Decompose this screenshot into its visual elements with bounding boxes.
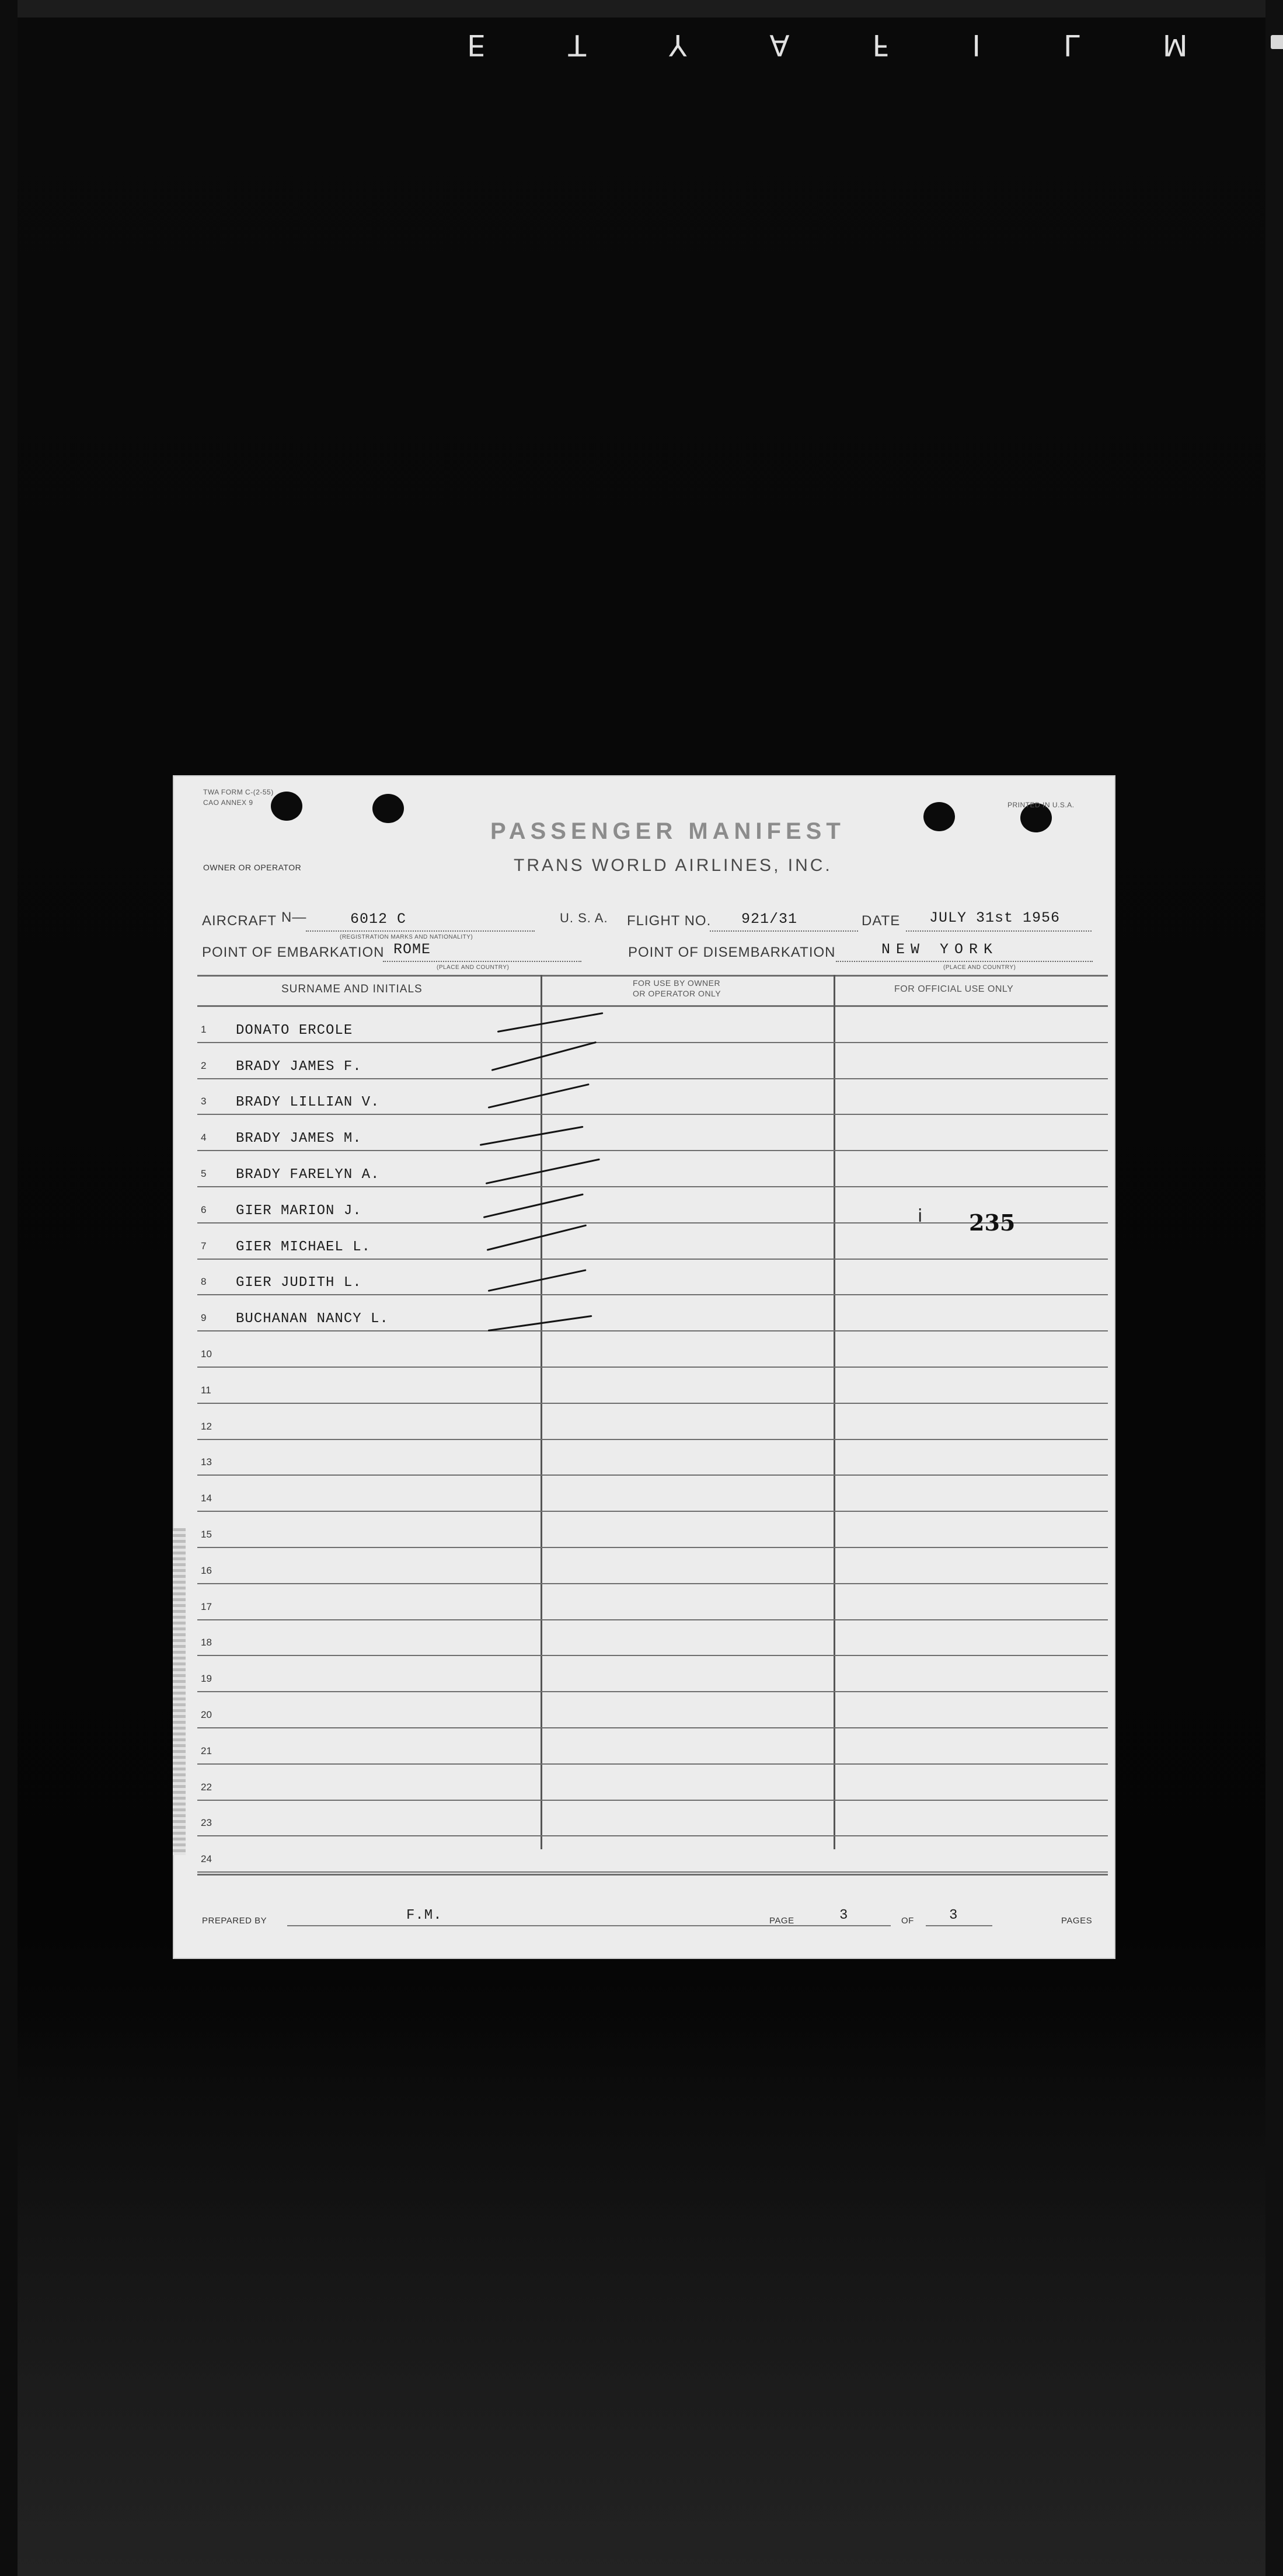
row-rule <box>197 1114 1108 1115</box>
film-left-edge <box>0 0 18 2576</box>
owner-operator-label: OWNER OR OPERATOR <box>203 863 302 872</box>
row-rule <box>197 1259 1108 1260</box>
page-value: 3 <box>839 1908 849 1923</box>
flight-value: 921/31 <box>741 911 798 928</box>
embarkation-line <box>383 961 581 962</box>
table-row <box>173 1260 1115 1296</box>
row-rule <box>197 1871 1108 1873</box>
punch-hole <box>923 802 955 831</box>
owner-column-header-2: OR OPERATOR ONLY <box>633 989 721 998</box>
row-rule <box>197 1078 1108 1079</box>
table-row <box>173 1116 1115 1152</box>
date-value: JULY 31st 1956 <box>929 909 1061 926</box>
table-row <box>173 1729 1115 1765</box>
row-rule <box>197 1403 1108 1404</box>
punch-hole <box>372 794 404 823</box>
row-rule <box>197 1294 1108 1295</box>
row-number: 19 <box>201 1673 212 1685</box>
disembarkation-value: NEW YORK <box>881 941 999 958</box>
of-line <box>926 1925 992 1926</box>
row-rule <box>197 1475 1108 1476</box>
row-number: 16 <box>201 1564 212 1576</box>
row-number: 15 <box>201 1528 212 1540</box>
passenger-name: GIER MARION J. <box>236 1202 362 1219</box>
aircraft-label: AIRCRAFT <box>202 913 277 929</box>
of-label: OF <box>901 1916 914 1926</box>
table-row <box>173 1404 1115 1441</box>
film-right-edge <box>1265 0 1283 2576</box>
row-rule <box>197 1186 1108 1187</box>
passenger-name: DONATO ERCOLE <box>236 1022 353 1038</box>
table-row <box>173 1476 1115 1512</box>
passenger-name: BRADY JAMES F. <box>236 1058 362 1075</box>
page-label: PAGE <box>769 1916 794 1926</box>
row-number: 21 <box>201 1745 212 1756</box>
table-row <box>173 1549 1115 1585</box>
row-number: 9 <box>201 1312 207 1324</box>
passenger-name: GIER MICHAEL L. <box>236 1239 371 1255</box>
row-rule <box>197 1547 1108 1548</box>
row-rule <box>197 1655 1108 1656</box>
passenger-name: BRADY LILLIAN V. <box>236 1094 380 1111</box>
row-number: 11 <box>201 1384 211 1396</box>
table-row <box>173 1837 1115 1873</box>
table-row <box>173 1080 1115 1116</box>
table-row <box>173 1585 1115 1621</box>
surname-column-header: SURNAME AND INITIALS <box>281 983 423 995</box>
aircraft-value: 6012 C <box>350 911 407 928</box>
film-glyph: Y <box>668 28 689 62</box>
row-number: 14 <box>201 1493 212 1504</box>
row-number: 2 <box>201 1059 207 1071</box>
passenger-name: GIER JUDITH L. <box>236 1275 362 1291</box>
owner-column-header: FOR USE BY OWNER <box>633 978 721 988</box>
film-glyph: A <box>769 28 792 62</box>
table-row <box>173 1765 1115 1801</box>
row-number: 6 <box>201 1204 207 1215</box>
flight-label: FLIGHT NO. <box>627 913 712 929</box>
aircraft-caption: (REGISTRATION MARKS AND NATIONALITY) <box>340 934 473 940</box>
row-number: 22 <box>201 1781 212 1793</box>
passenger-manifest-document <box>173 775 1115 1959</box>
table-row <box>173 1152 1115 1188</box>
row-number: 7 <box>201 1240 207 1252</box>
row-number: 20 <box>201 1709 212 1720</box>
official-column-header: FOR OFFICIAL USE ONLY <box>894 984 1014 994</box>
form-reference: TWA FORM C-(2-55) <box>203 788 274 796</box>
table-top-rule <box>197 975 1108 977</box>
film-glyph: I <box>972 28 983 62</box>
row-number: 3 <box>201 1096 207 1107</box>
manifest-title: PASSENGER MANIFEST <box>490 818 845 844</box>
row-number: 1 <box>201 1023 207 1035</box>
embarkation-label: POINT OF EMBARKATION <box>202 944 385 960</box>
usa-label: U. S. A. <box>560 911 608 925</box>
row-rule <box>197 1763 1108 1765</box>
row-rule <box>197 1619 1108 1620</box>
row-rule <box>197 1042 1108 1043</box>
pages-label: PAGES <box>1061 1916 1093 1926</box>
row-number: 13 <box>201 1456 212 1468</box>
passenger-name: BRADY JAMES M. <box>236 1131 362 1147</box>
date-line <box>906 930 1092 932</box>
film-glyph: F <box>872 28 892 62</box>
film-header-mirrored <box>467 21 1226 62</box>
prepared-by-label: PREPARED BY <box>202 1916 267 1926</box>
table-row <box>173 1512 1115 1549</box>
of-value: 3 <box>949 1908 958 1923</box>
table-row <box>173 1044 1115 1080</box>
punch-hole <box>271 792 302 821</box>
table-row <box>173 1657 1115 1693</box>
row-rule <box>197 1439 1108 1440</box>
row-rule <box>197 1511 1108 1512</box>
flight-line <box>710 930 858 932</box>
table-bottom-rule <box>197 1874 1108 1876</box>
embarkation-value: ROME <box>393 941 431 958</box>
form-reference-2: CAO ANNEX 9 <box>203 799 253 807</box>
embarkation-caption: (PLACE AND COUNTRY) <box>437 964 510 971</box>
official-number: 235 <box>969 1209 1016 1236</box>
aircraft-prefix: N— <box>281 909 307 925</box>
row-rule <box>197 1800 1108 1801</box>
row-rule <box>197 1330 1108 1331</box>
disembarkation-line <box>836 961 1093 962</box>
row-number: 17 <box>201 1601 212 1612</box>
row-rule <box>197 1367 1108 1368</box>
row-rule <box>197 1150 1108 1151</box>
film-glyph: L <box>1063 28 1082 62</box>
row-number: 8 <box>201 1276 207 1288</box>
date-label: DATE <box>862 913 901 929</box>
film-glyph: E <box>467 28 488 62</box>
passenger-name: BUCHANAN NANCY L. <box>236 1311 389 1327</box>
printed-note: PRINTED IN U.S.A. <box>1007 801 1075 809</box>
film-glyph: T <box>568 28 589 62</box>
disembarkation-caption: (PLACE AND COUNTRY) <box>943 964 1016 971</box>
prepared-by-value: F.M. <box>406 1908 442 1923</box>
aircraft-line <box>306 930 535 932</box>
table-row <box>173 1621 1115 1657</box>
film-glyph: M <box>1162 28 1190 62</box>
row-number: 5 <box>201 1167 207 1179</box>
passenger-name: BRADY FARELYN A. <box>236 1166 380 1183</box>
row-number: 10 <box>201 1348 212 1360</box>
table-row <box>173 1693 1115 1729</box>
row-number: 18 <box>201 1637 212 1648</box>
disembarkation-label: POINT OF DISEMBARKATION <box>628 944 836 960</box>
row-rule <box>197 1727 1108 1728</box>
row-number: 4 <box>201 1132 207 1144</box>
row-rule <box>197 1835 1108 1836</box>
row-rule <box>197 1691 1108 1692</box>
prepared-by-line <box>287 1925 848 1926</box>
film-fog <box>18 2014 1265 2576</box>
pencil-mark: ⅰ <box>918 1207 923 1226</box>
table-row <box>173 1368 1115 1404</box>
film-marker-block <box>1271 35 1283 49</box>
table-header-rule <box>197 1005 1108 1007</box>
row-number: 23 <box>201 1817 212 1829</box>
film-top-edge <box>0 0 1283 18</box>
table-row <box>173 1801 1115 1838</box>
row-number: 24 <box>201 1853 212 1865</box>
table-row <box>173 1296 1115 1332</box>
table-row <box>173 1008 1115 1044</box>
table-row <box>173 1441 1115 1477</box>
page-line <box>803 1925 891 1926</box>
table-row <box>173 1332 1115 1368</box>
airline-name: TRANS WORLD AIRLINES, INC. <box>514 856 832 875</box>
row-rule <box>197 1583 1108 1584</box>
row-number: 12 <box>201 1420 212 1432</box>
